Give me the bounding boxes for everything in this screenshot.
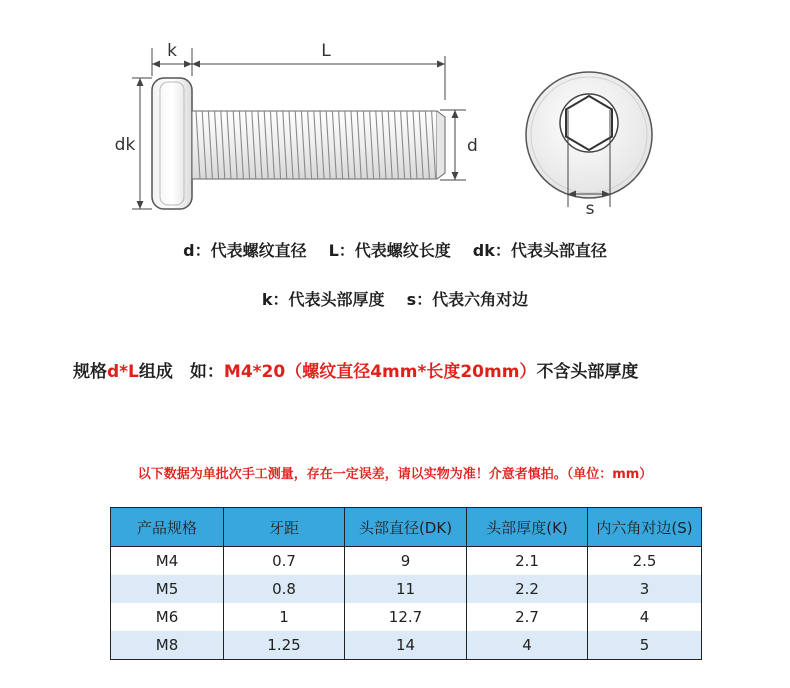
table-row (111, 631, 702, 660)
cell-pitch: 0.8 (224, 575, 345, 603)
spec-prefix: 规格 (73, 362, 107, 382)
cell-head-thickness: 4 (467, 631, 588, 660)
d-dimension (440, 110, 478, 180)
spec-example: M4*20（螺纹直径4mm*长度20mm） (223, 362, 537, 382)
legend-line-1 (0, 238, 790, 261)
spec-suffix: 不含头部厚度 (536, 362, 639, 382)
cell-spec: M8 (111, 631, 224, 660)
cell-hex-size: 3 (588, 575, 702, 603)
screw-side-view (152, 78, 445, 209)
cell-head-diameter: 11 (345, 575, 467, 603)
screw-end-view (526, 72, 652, 219)
s-label: s (585, 199, 595, 219)
legend-dk: dk：代表头部直径 (472, 241, 607, 260)
cell-head-thickness: 2.1 (467, 547, 588, 576)
cell-head-diameter: 9 (345, 547, 467, 576)
header-spec: 产品规格 (111, 508, 224, 547)
l-dimension (192, 41, 445, 100)
legend-line-2 (0, 287, 790, 310)
cell-hex-size: 4 (588, 603, 702, 631)
dk-dimension (115, 78, 152, 209)
screw-head (152, 78, 192, 209)
spec-highlight: d*L (107, 362, 139, 382)
table-row (111, 547, 702, 576)
cell-pitch: 0.7 (224, 547, 345, 576)
cell-head-thickness: 2.2 (467, 575, 588, 603)
table-header-row (111, 508, 702, 547)
d-label: d (467, 136, 478, 156)
cell-head-diameter: 14 (345, 631, 467, 660)
cell-spec: M6 (111, 603, 224, 631)
spec-middle: 组成 如： (138, 362, 224, 382)
screw-diagram (0, 0, 790, 225)
header-head-thickness: 头部厚度(K) (467, 508, 588, 547)
cell-head-diameter: 12.7 (345, 603, 467, 631)
header-head-diameter: 头部直径(DK) (345, 508, 467, 547)
cell-hex-size: 2.5 (588, 547, 702, 576)
cell-pitch: 1 (224, 603, 345, 631)
spec-description (73, 357, 638, 382)
header-hex-size: 内六角对边(S) (588, 508, 702, 547)
measurement-note: 以下数据为单批次手工测量，存在一定误差，请以实物为准！介意者慎拍。（单位：mm） (137, 467, 653, 482)
l-label: L (321, 41, 331, 61)
cell-pitch: 1.25 (224, 631, 345, 660)
cell-hex-size: 5 (588, 631, 702, 660)
k-label: k (167, 41, 177, 61)
dk-label: dk (114, 135, 136, 155)
legend-d: d：代表螺纹直径 (183, 241, 307, 260)
table-row (111, 603, 702, 631)
cell-spec: M5 (111, 575, 224, 603)
legend-k: k：代表头部厚度 (261, 290, 385, 309)
header-pitch: 牙距 (224, 508, 345, 547)
table-row (111, 575, 702, 603)
legend-s: s：代表六角对边 (406, 290, 529, 309)
cell-spec: M4 (111, 547, 224, 576)
k-dimension (152, 41, 192, 76)
legend-l: L：代表螺纹长度 (328, 241, 451, 260)
spec-table (110, 507, 702, 660)
cell-head-thickness: 2.7 (467, 603, 588, 631)
